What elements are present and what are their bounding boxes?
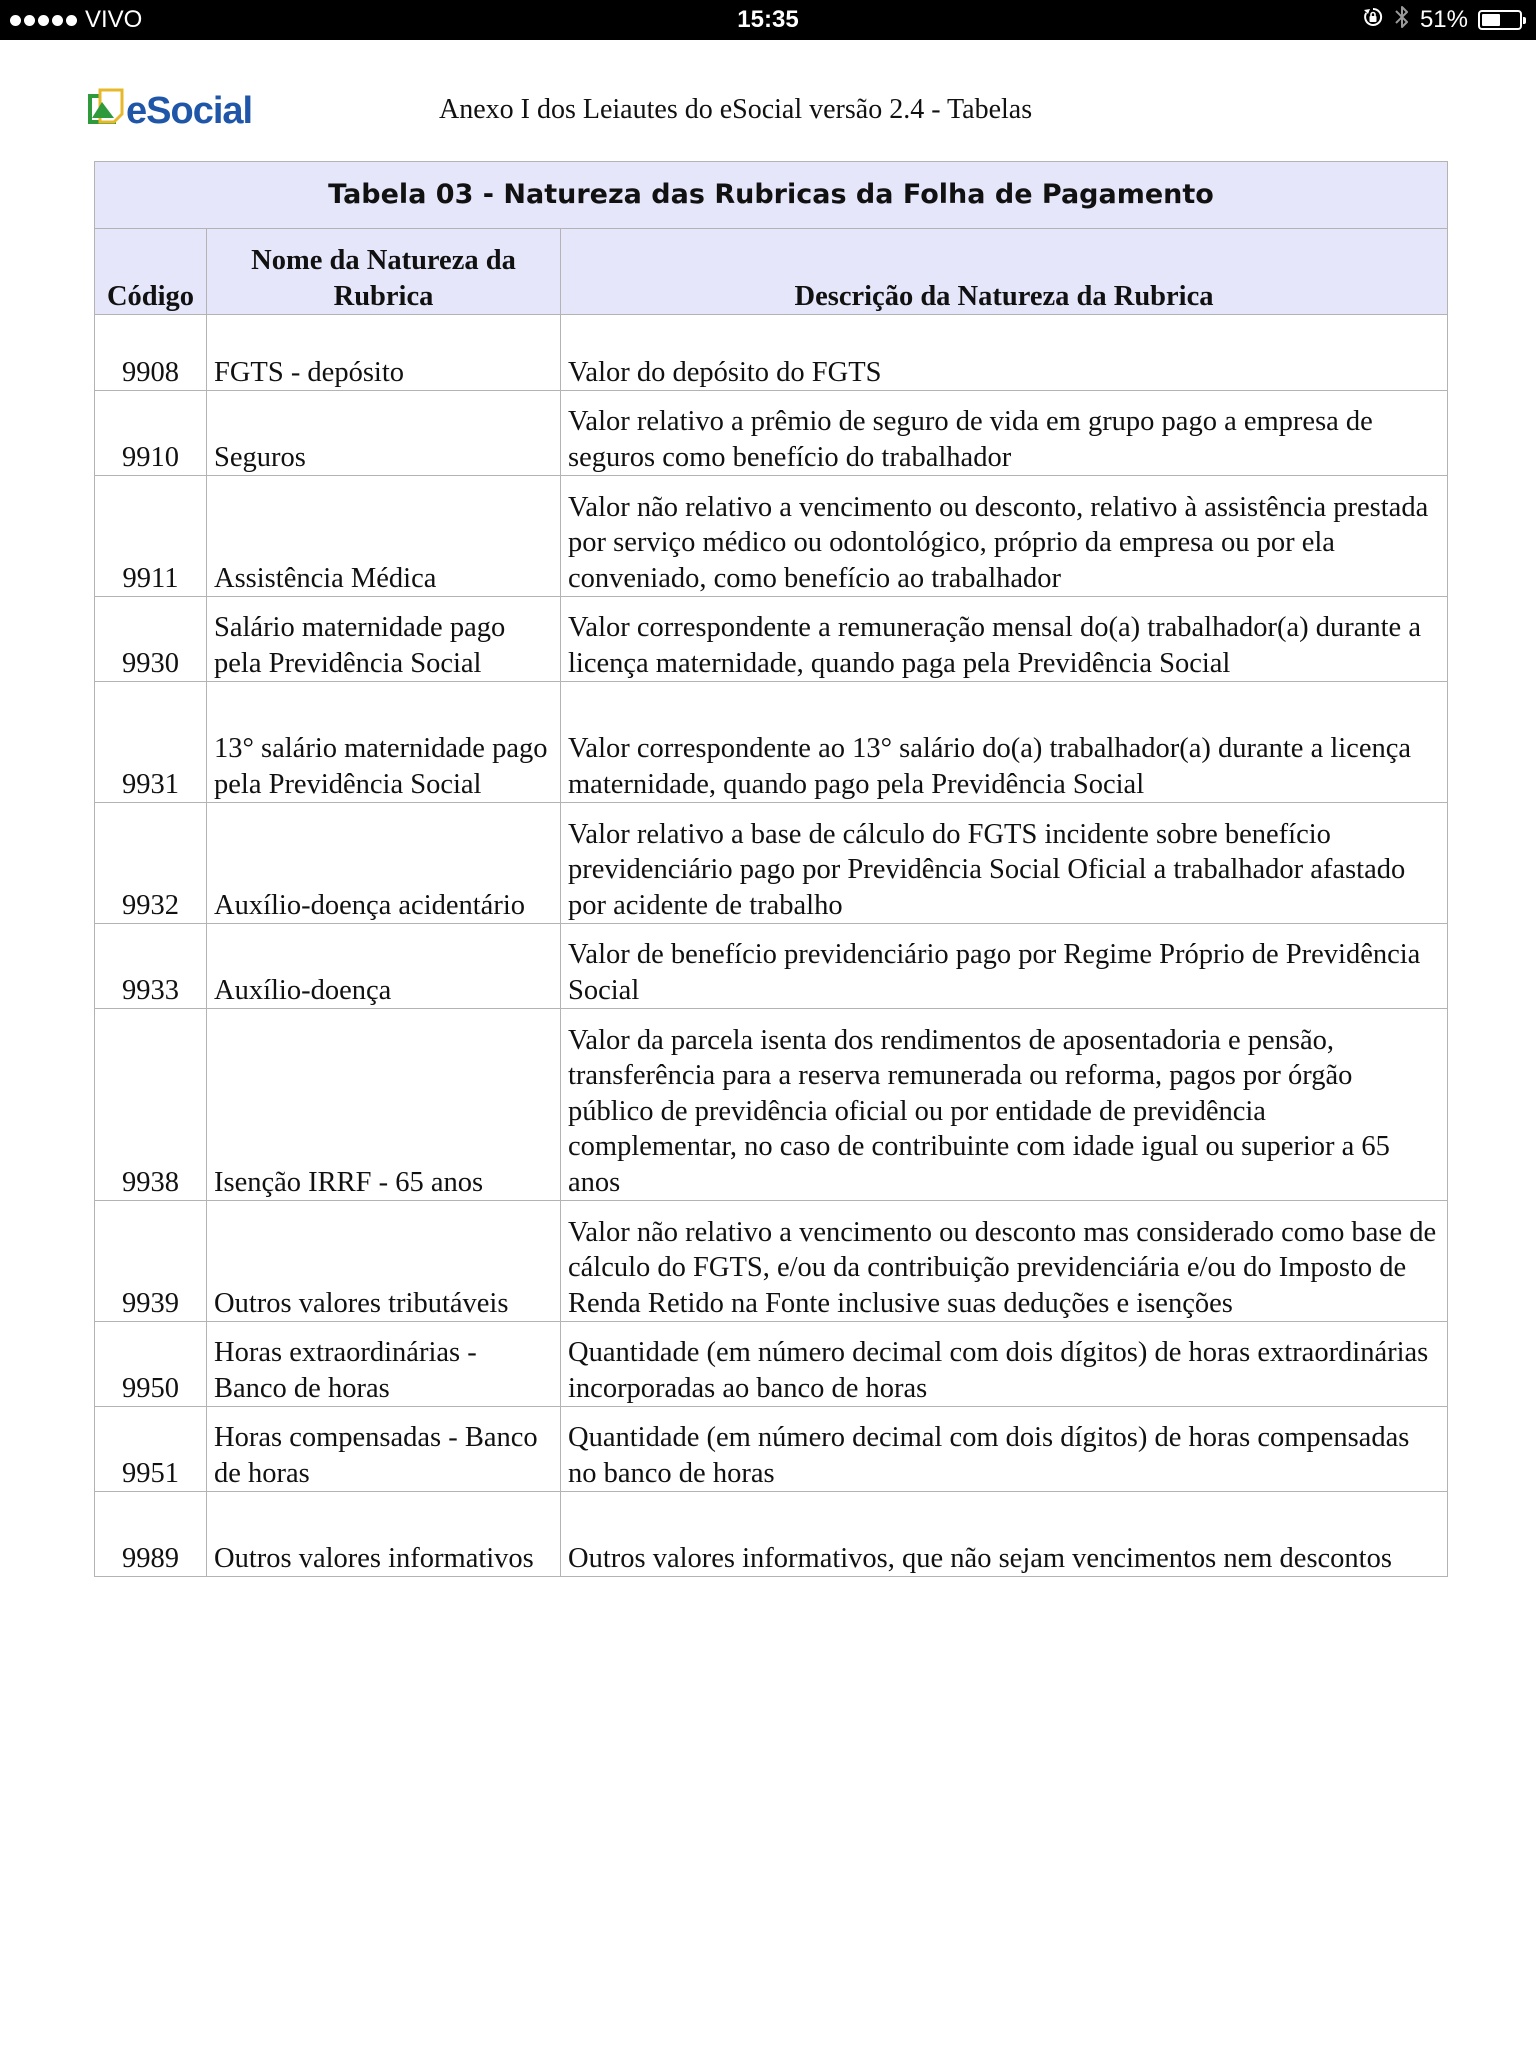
row-code: 9933 (95, 924, 207, 1009)
row-description: Valor não relativo a vencimento ou desconto mas considerado como base de cálculo do FGTS, e/ou da contribuição previdenciária e/ou do Imposto de Renda Retido na Fonte inclusive suas deduções e isenções (561, 1201, 1448, 1322)
table-row (95, 924, 1448, 1009)
bluetooth-icon (1394, 4, 1410, 37)
row-code: 9911 (95, 476, 207, 597)
row-code: 9939 (95, 1201, 207, 1322)
table-title: Tabela 03 - Natureza das Rubricas da Folha de Pagamento (95, 162, 1448, 229)
row-description: Outros valores informativos, que não sejam vencimentos nem descontos (561, 1492, 1448, 1577)
row-description: Valor relativo a base de cálculo do FGTS incidente sobre benefício previdenciário pago por Previdência Social Oficial a trabalhador afastado por acidente de trabalho (561, 803, 1448, 924)
table-title-row (95, 162, 1448, 229)
row-code: 9989 (95, 1492, 207, 1577)
row-name: 13° salário maternidade pago pela Previdência Social (207, 682, 561, 803)
row-description: Valor da parcela isenta dos rendimentos de aposentadoria e pensão, transferência para a reserva remunerada ou reforma, pagos por órgão público de previdência oficial ou por entidade de previdência complementar, no caso de contribuinte com idade igual ou superior a 65 anos (561, 1009, 1448, 1201)
table-row (95, 1492, 1448, 1577)
row-name: Auxílio-doença (207, 924, 561, 1009)
rubricas-table (94, 161, 1448, 1577)
row-description: Quantidade (em número decimal com dois dígitos) de horas compensadas no banco de horas (561, 1407, 1448, 1492)
row-description: Valor do depósito do FGTS (561, 315, 1448, 391)
orientation-lock-icon (1362, 6, 1384, 35)
row-description: Valor correspondente a remuneração mensal do(a) trabalhador(a) durante a licença maternidade, quando paga pela Previdência Social (561, 597, 1448, 682)
esocial-logo-mark-icon (88, 88, 126, 133)
row-code: 9938 (95, 1009, 207, 1201)
row-name: Outros valores tributáveis (207, 1201, 561, 1322)
table-row (95, 476, 1448, 597)
row-name: Isenção IRRF - 65 anos (207, 1009, 561, 1201)
battery-level (1482, 14, 1500, 26)
row-code: 9908 (95, 315, 207, 391)
row-name: Horas compensadas - Banco de horas (207, 1407, 561, 1492)
table-row (95, 597, 1448, 682)
row-code: 9950 (95, 1322, 207, 1407)
status-bar-time: 15:35 (737, 6, 799, 33)
column-header-name: Nome da Natureza da Rubrica (207, 229, 561, 315)
row-description: Valor correspondente ao 13° salário do(a) trabalhador(a) durante a licença maternidade, quando pago pela Previdência Social (561, 682, 1448, 803)
row-name: FGTS - depósito (207, 315, 561, 391)
table-row (95, 315, 1448, 391)
row-name: Outros valores informativos (207, 1492, 561, 1577)
column-header-code: Código (95, 229, 207, 315)
document-title: Anexo I dos Leiautes do eSocial versão 2.4 - Tabelas (439, 94, 1033, 125)
esocial-logo (88, 88, 252, 133)
table-row (95, 1407, 1448, 1492)
status-bar-right (1362, 0, 1522, 40)
row-code: 9951 (95, 1407, 207, 1492)
table-row (95, 682, 1448, 803)
table-row (95, 391, 1448, 476)
row-name: Horas extraordinárias - Banco de horas (207, 1322, 561, 1407)
row-name: Auxílio-doença acidentário (207, 803, 561, 924)
carrier-name: VIVO (85, 6, 143, 33)
row-description: Valor não relativo a vencimento ou desconto, relativo à assistência prestada por serviço médico ou odontológico, próprio da empresa ou por ela conveniado, como benefício ao trabalhador (561, 476, 1448, 597)
status-bar (0, 0, 1536, 40)
esocial-logo-text: eSocial (126, 89, 253, 132)
row-code: 9930 (95, 597, 207, 682)
battery-icon (1478, 10, 1522, 30)
table-row (95, 1009, 1448, 1201)
table-header-row (95, 229, 1448, 315)
row-name: Seguros (207, 391, 561, 476)
row-name: Assistência Médica (207, 476, 561, 597)
row-description: Quantidade (em número decimal com dois dígitos) de horas extraordinárias incorporadas ao banco de horas (561, 1322, 1448, 1407)
table-row (95, 803, 1448, 924)
table-row (95, 1201, 1448, 1322)
row-code: 9931 (95, 682, 207, 803)
row-description: Valor de benefício previdenciário pago por Regime Próprio de Previdência Social (561, 924, 1448, 1009)
row-description: Valor relativo a prêmio de seguro de vida em grupo pago a empresa de seguros como benefício do trabalhador (561, 391, 1448, 476)
row-code: 9932 (95, 803, 207, 924)
table-row (95, 1322, 1448, 1407)
row-code: 9910 (95, 391, 207, 476)
column-header-description: Descrição da Natureza da Rubrica (561, 229, 1448, 315)
battery-percentage: 51% (1419, 6, 1468, 33)
row-name: Salário maternidade pago pela Previdência Social (207, 597, 561, 682)
